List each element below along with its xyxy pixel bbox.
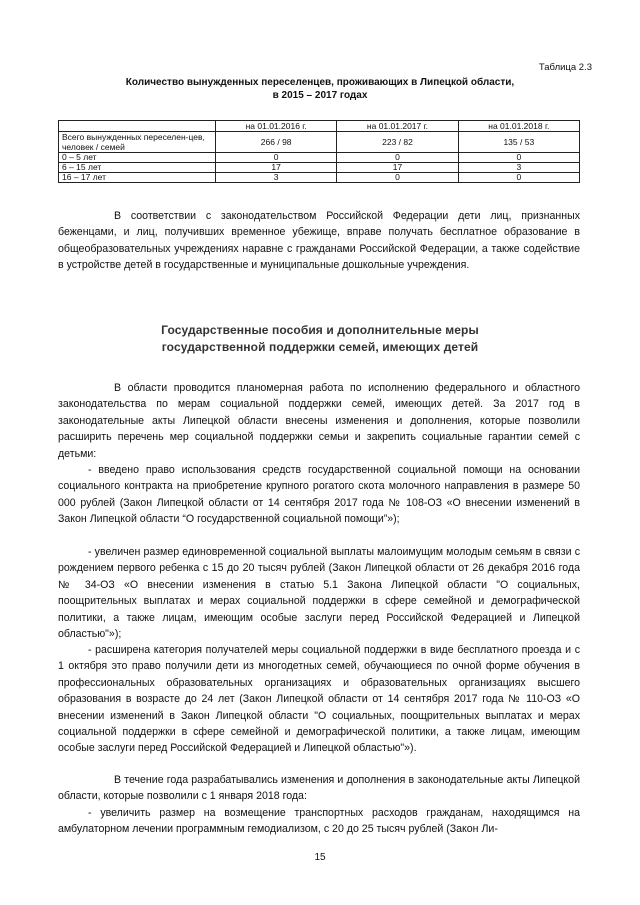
table-cell: 135 / 53	[458, 132, 579, 153]
row-label: 0 – 5 лет	[59, 153, 216, 163]
paragraph-refugees: В соответствии с законодательством Российской Федерации дети лиц, признанных беженцами, и лиц, получивших временное убежище, вправе получать бесплатное образование в общеобразовательных учреждениях наравне с гражданами Российской Федерации, а также содействие в устройстве детей в государственные и муниципальные дошкольные учреждения.	[58, 210, 580, 272]
table-header-cell: на 01.01.2017 г.	[337, 121, 458, 132]
table-title-line1: Количество вынужденных переселенцев, проживающих в Липецкой области,	[125, 77, 515, 88]
migrants-table	[58, 120, 580, 183]
table-cell: 0	[216, 153, 337, 163]
table-row	[59, 173, 580, 183]
section-heading-line2: государственной поддержки семей, имеющих детей	[161, 340, 479, 354]
table-title-line2: в 2015 – 2017 годах	[272, 90, 368, 101]
table-header-cell: на 01.01.2016 г.	[216, 121, 337, 132]
table-cell: 0	[458, 173, 579, 183]
table-cell: 223 / 82	[337, 132, 458, 153]
table-label: Таблица 2.3	[538, 62, 592, 73]
table-cell: 0	[337, 153, 458, 163]
table-cell: 0	[458, 153, 579, 163]
row-label: 6 – 15 лет	[59, 163, 216, 173]
bullet-young-families: - увеличен размер единовременной социальной выплаты малоимущим молодым семьям в связи с рождением первого ребенка с 15 до 20 тысяч рублей (Закон Липецкой области от 26 декабря 2016 года № 34-ОЗ «О внесении изменения в статью 5.1 Закона Липецкой области "О социальных, поощрительных выплатах и мерах социальной поддержки в сфере семейной и демографической политики, а также лицам, имеющим особые заслуги перед Российской Федерацией и Липецкой областью"»);	[58, 546, 580, 641]
row-label: 16 – 17 лет	[59, 173, 216, 183]
table-cell: 17	[337, 163, 458, 173]
bullet-livestock: - введено право использования средств государственной социальной помощи на основании социального контракта на приобретение крупного рогатого скота молочного направления в размере 50 000 рублей (Закон Липецкой области от 14 сентября 2017 года № 108-ОЗ «О внесении изменений в Закон Липецкой области “О государственной социальной помощи”»);	[58, 464, 580, 526]
bullet-free-travel: - расширена категория получателей меры социальной поддержки в виде бесплатного проезда и с 1 октября это право получили дети из многодетных семей, обучающиеся по очной форме обучения в профессиональных образовательных организациях и образовательных организациях высшего образования в возрасте до 24 лет (Закон Липецкой области от 14 сентября 2017 года № 110-ОЗ «О внесении изменений в Закон Липецкой области "О социальных, поощрительных выплатах и мерах социальной поддержки в сфере семейной и демографической политики, а также лицам, имеющим особые заслуги перед Российской Федерацией и Липецкой областью"»).	[58, 644, 580, 755]
section-heading	[60, 322, 580, 356]
table-cell: 3	[216, 173, 337, 183]
table-cell: 3	[458, 163, 579, 173]
table-title	[60, 76, 580, 102]
table-row	[59, 153, 580, 163]
table-cell: 17	[216, 163, 337, 173]
table-header-cell	[59, 121, 216, 132]
table-cell: 266 / 98	[216, 132, 337, 153]
paragraph-changes-2018: В течение года разрабатывались изменения и дополнения в законодательные акты Липецкой области, которые позволили с 1 января 2018 года:	[58, 774, 580, 803]
bullet-hemodialysis: - увеличить размер на возмещение транспортных расходов гражданам, находящимся на амбулаторном лечении программным гемодиализом, с 20 до 25 тысяч рублей (Закон Ли-	[58, 807, 580, 836]
page-number: 15	[314, 852, 326, 863]
paragraph-intro: В области проводится планомерная работа по исполнению федерального и областного законодательства по мерам социальной поддержки семей, имеющих детей. За 2017 год в законодательные акты Липецкой области внесены изменения и дополнения, которые позволили расширить перечень мер социальной поддержки семьи и закрепить социальные гарантии семей с детьми:	[58, 382, 580, 460]
section-heading-line1: Государственные пособия и дополнительные меры	[161, 323, 479, 337]
row-label: Всего вынужденных переселен-цев, человек / семей	[59, 132, 216, 153]
table-cell: 0	[337, 173, 458, 183]
table-header-row	[59, 121, 580, 132]
table-row	[59, 163, 580, 173]
table-header-cell: на 01.01.2018 г.	[458, 121, 579, 132]
table-row	[59, 132, 580, 153]
